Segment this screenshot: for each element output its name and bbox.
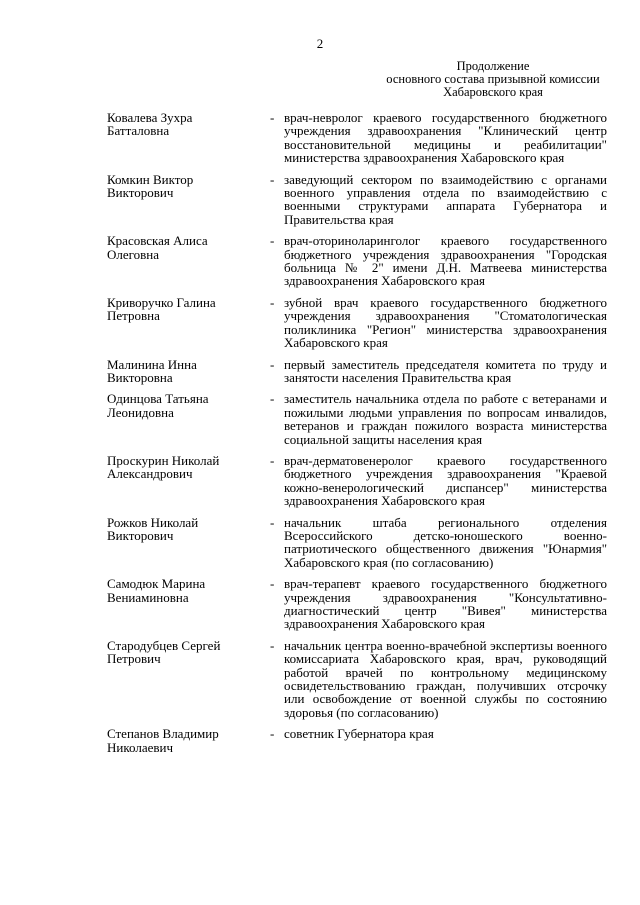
dash: - bbox=[270, 514, 275, 530]
member-entry bbox=[107, 358, 607, 385]
page-number: 2 bbox=[316, 36, 324, 51]
member-name: Комкин Виктор Викторович bbox=[107, 171, 194, 201]
member-position: зубной врач краевого государственного бюджетного учреждения здравоохранения "Стоматологическая поликлиника "Регион" министерства здравоохранения Хабаровского края bbox=[284, 294, 607, 351]
continuation-header bbox=[368, 60, 618, 99]
dash: - bbox=[270, 233, 275, 249]
member-entry bbox=[107, 727, 607, 754]
dash: - bbox=[270, 576, 275, 592]
member-position: врач-оториноларинголог краевого государственного бюджетного учреждения здравоохранения "Городская больница № 2" имени Д.Н. Матвеева министерства здравоохранения Хабаровского края bbox=[284, 233, 607, 289]
member-name: Проскурин Николай Александрович bbox=[107, 452, 220, 482]
member-position: первый заместитель председателя комитета по труду и занятости населения Правительства края bbox=[284, 356, 607, 385]
member-name: Красовская Алиса Олеговна bbox=[107, 233, 208, 262]
dash: - bbox=[270, 294, 275, 310]
continuation-line-1: Продолжение bbox=[456, 59, 530, 73]
member-entry bbox=[107, 234, 607, 288]
dash: - bbox=[270, 110, 275, 125]
member-entry bbox=[107, 577, 607, 631]
member-position: врач-терапевт краевого государственного бюджетного учреждения здравоохранения "Консультативно-диагностический центр "Вивея" министерства здравоохранения Хабаровского края bbox=[284, 576, 607, 632]
member-entry bbox=[107, 392, 607, 446]
member-position: начальник центра военно-врачебной экспертизы военного комиссариата Хабаровского края, врач, руководящий работой врачей по контрольному медицинскому освидетельствованию граждан, получивших отсрочку или освобождение от военной службы по состоянию здоровья (по согласованию) bbox=[284, 637, 607, 720]
member-entry bbox=[107, 516, 607, 570]
member-name: Стародубцев Сергей Петрович bbox=[107, 637, 221, 667]
member-entry bbox=[107, 111, 607, 165]
member-name: Степанов Владимир Николаевич bbox=[107, 726, 219, 755]
continuation-line-3: Хабаровского края bbox=[443, 85, 543, 99]
member-name: Одинцова Татьяна Леонидовна bbox=[107, 391, 209, 420]
member-entry bbox=[107, 296, 607, 350]
member-position: заместитель начальника отдела по работе с ветеранами и пожилыми людьми управления по вопросам инвалидов, ветеранов и граждан пожилого возраста министерства социальной защиты населения края bbox=[284, 391, 607, 447]
dash: - bbox=[270, 391, 275, 407]
member-name: Малинина Инна Викторовна bbox=[107, 356, 197, 385]
dash: - bbox=[270, 356, 275, 372]
dash: - bbox=[270, 452, 275, 468]
member-entry bbox=[107, 454, 607, 508]
member-name: Криворучко Галина Петровна bbox=[107, 294, 216, 324]
member-position: заведующий сектором по взаимодействию с органами военного управления отдела по взаимодействию с военными структурами аппарата Губернатора и Правительства края bbox=[284, 171, 607, 227]
member-entry bbox=[107, 173, 607, 227]
member-position: врач-дерматовенеролог краевого государственного бюджетного учреждения здравоохранения "Краевой кожно-венерологический диспансер" министерства здравоохранения Хабаровского края bbox=[284, 452, 607, 509]
member-position: врач-невролог краевого государственного бюджетного учреждения здравоохранения "Клинический центр восстановительной медицины и реабилитации" министерства здравоохранения Хабаровского края bbox=[284, 110, 607, 166]
member-position: начальник штаба регионального отделения Всероссийского детско-юношеского военно-патриотического общественного движения "Юнармия" Хабаровского края (по согласованию) bbox=[284, 514, 607, 570]
dash: - bbox=[270, 726, 275, 742]
dash: - bbox=[270, 637, 275, 653]
member-name: Ковалева Зухра Батталовна bbox=[107, 110, 193, 139]
member-entry bbox=[107, 639, 607, 719]
dash: - bbox=[270, 171, 275, 187]
commission-member-list bbox=[107, 111, 607, 762]
member-name: Самодюк Марина Вениаминовна bbox=[107, 576, 206, 605]
member-name: Рожков Николай Викторович bbox=[107, 514, 199, 543]
member-position: советник Губернатора края bbox=[284, 726, 434, 742]
continuation-line-2: основного состава призывной комиссии bbox=[386, 72, 600, 86]
